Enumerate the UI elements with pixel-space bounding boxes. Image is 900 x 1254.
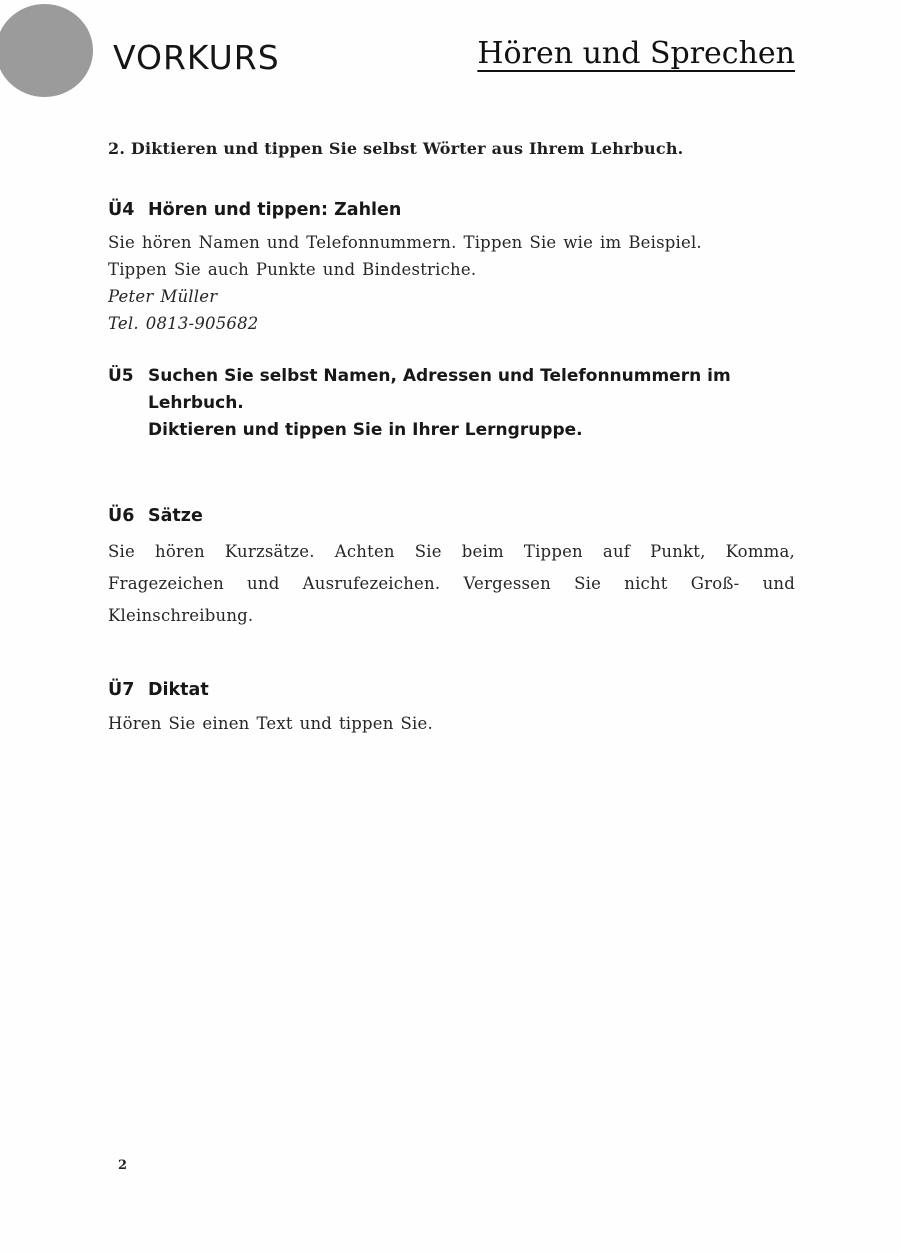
page-content — [0, 139, 900, 737]
intro-instruction: 2. Diktieren und tippen Sie selbst Wörter aus Ihrem Lehrbuch. — [108, 139, 684, 158]
exercise-u5-label: Ü5 — [108, 366, 134, 386]
exercise-u5-line1: Suchen Sie selbst Namen, Adressen und Telefonnummern im Lehrbuch. — [148, 366, 731, 413]
exercise-u4-title: Hören und tippen: Zahlen — [148, 200, 402, 220]
exercise-u7-heading — [108, 680, 795, 700]
exercise-u4-label: Ü4 — [108, 200, 135, 220]
page-number: 2 — [118, 1158, 128, 1173]
exercise-u4-body — [108, 229, 795, 337]
exercise-u4-example-tel: Tel. 0813-905682 — [108, 314, 259, 333]
exercise-u6-title: Sätze — [148, 506, 203, 526]
exercise-u5-text — [148, 363, 795, 444]
exercise-u6-label: Ü6 — [108, 506, 135, 526]
exercise-u4-example-name: Peter Müller — [108, 287, 218, 306]
exercise-u5-heading — [108, 363, 795, 444]
chapter-title: Hören und Sprechen — [477, 36, 795, 71]
page-header — [0, 0, 900, 77]
exercise-u6-heading — [108, 506, 795, 526]
exercise-u7-title: Diktat — [148, 680, 209, 700]
exercise-u7-label: Ü7 — [108, 680, 135, 700]
course-title: VORKURS — [113, 38, 280, 77]
exercise-u5-line2: Diktieren und tippen Sie in Ihrer Lerngruppe. — [148, 420, 583, 440]
exercise-u4-heading — [108, 200, 795, 220]
exercise-u7-paragraph: Hören Sie einen Text und tippen Sie. — [108, 714, 433, 733]
exercise-u4-line2: Tippen Sie auch Punkte und Bindestriche. — [108, 260, 477, 279]
exercise-u6-paragraph: Sie hören Kurzsätze. Achten Sie beim Tippen auf Punkt, Komma, Fragezeichen und Ausrufezeichen. Vergessen Sie nicht Groß- und Kleinschreibung. — [108, 542, 795, 625]
exercise-u4-line1: Sie hören Namen und Telefonnummern. Tippen Sie wie im Beispiel. — [108, 233, 702, 252]
